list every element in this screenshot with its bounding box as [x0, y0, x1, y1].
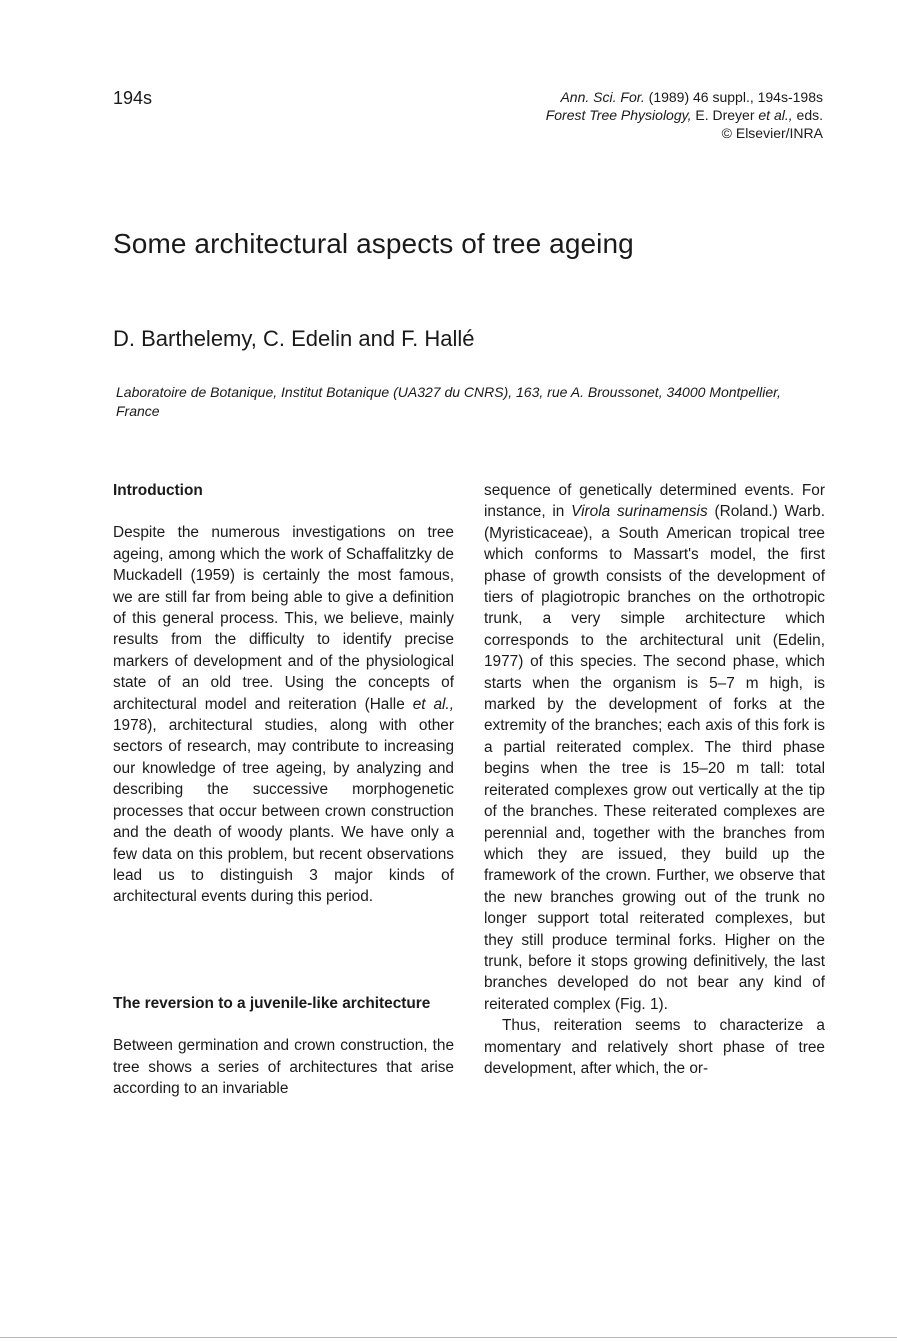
introduction-heading: Introduction: [113, 482, 203, 499]
species-name: Virola surinamensis: [571, 503, 708, 521]
reversion-heading: The reversion to a juvenile-like architecture: [113, 994, 431, 1012]
article-title: Some architectural aspects of tree ageing: [113, 228, 634, 259]
author-affiliation: Laboratoire de Botanique, Institut Botanique (UA327 du CNRS), 163, rue A. Broussonet, 34000 Montpellier, France: [116, 384, 781, 419]
virola-paragraph: [484, 480, 825, 1015]
editor-name: E. Dreyer: [691, 107, 759, 123]
introduction-text-cont: 1978), architectural studies, along with other sectors of research, may contribute to increasing our knowledge of tree ageing, by analyzing and describing the successive morphogenetic processes that occur between crown construction and the death of woody plants. We have only a few data on this problem, but recent observations lead us to distinguish 3 major kinds of architectural events during this period.: [113, 717, 454, 906]
reiteration-paragraph: Thus, reiteration seems to characterize a momentary and relatively short phase of tree development, after which, the or-: [484, 1017, 825, 1077]
editor-etal: et al.,: [758, 107, 793, 123]
virola-text: sequence of genetically determined events. For instance, in: [484, 482, 825, 521]
introduction-text: Despite the numerous investigations on tree ageing, among which the work of Schaffalitzky de Muckadell (1959) is certainly the most famous, we are still far from being able to give a definition of this general process. This, we believe, mainly results from the difficulty to identify precise markers of development and of the physiological state of an old tree. Using the concepts of architectural model and reiteration (Halle: [113, 524, 454, 713]
journal-volume: (1989) 46 suppl., 194s-198s: [644, 89, 823, 105]
article-authors: D. Barthelemy, C. Edelin and F. Hallé: [113, 326, 475, 351]
journal-line-1: [546, 88, 823, 106]
journal-name: Ann. Sci. For.: [560, 89, 645, 105]
journal-citation: [546, 88, 823, 142]
right-column: [484, 480, 825, 1079]
left-column: [113, 480, 454, 1099]
citation-etal: et al.,: [412, 695, 454, 713]
journal-line-2: [546, 106, 823, 124]
bottom-border: [0, 1337, 897, 1338]
page-number: 194s: [113, 88, 153, 108]
introduction-paragraph: [113, 522, 454, 907]
editor-suffix: eds.: [792, 107, 823, 123]
virola-text-cont: (Roland.) Warb. (Myristicaceae), a South American tropical tree which conforms to Massart's model, the first phase of growth consists of the development of tiers of plagiotropic branches on the orthotropic trunk, a very simple architecture which corresponds to the architectural unit (Edelin, 1977) of this species. The second phase, which starts when the organism is 5–7 m high, is marked by the development of forks at the extremity of the branches; each axis of this fork is a partial reiterated complex. The third phase begins when the tree is 15–20 m tall: total reiterated complexes grow out vertically at the tip of the branches. These reiterated complexes are perennial and, together with the branches from which they are issued, they build up the framework of the crown. Further, we observe that the new branches growing out of the trunk no longer support total reiterated complexes, but they still produce terminal forks. Higher on the trunk, before it stops growing definitively, the last branches developed do not bear any kind of reiterated complex (Fig. 1).: [484, 503, 826, 1013]
reversion-paragraph: Between germination and crown construction, the tree shows a series of architectures that arise according to an invariable: [113, 1037, 454, 1097]
copyright: © Elsevier/INRA: [721, 125, 823, 141]
book-title: Forest Tree Physiology,: [545, 107, 692, 123]
